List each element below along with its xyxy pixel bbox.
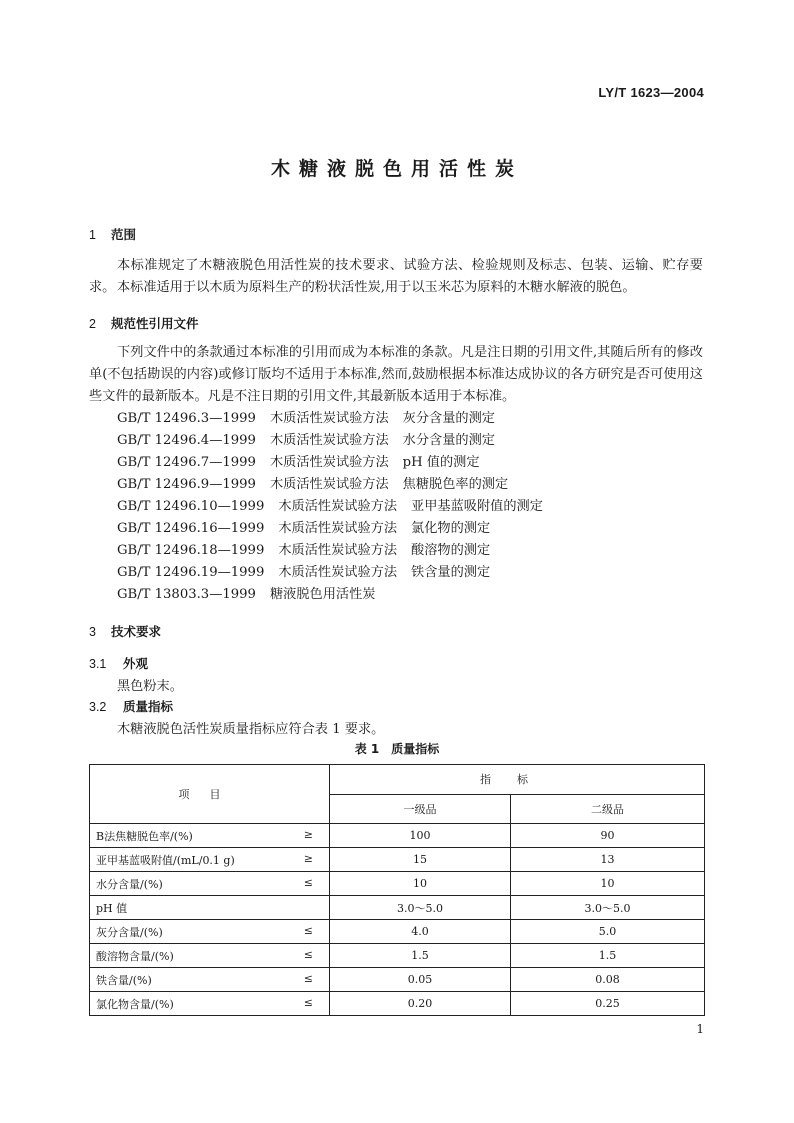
grade-2-value: 10	[511, 872, 705, 896]
table-caption-label: 表 1	[354, 742, 380, 756]
comparison-symbol: ≥	[303, 828, 313, 841]
indicator-column-header: 指标	[330, 765, 705, 795]
reference-list	[117, 408, 543, 606]
reference-test: 铁含量的测定	[411, 565, 491, 580]
item-name: 氯化物含量/(%)	[96, 997, 174, 1011]
grade-1-value: 15	[330, 848, 511, 872]
subsection-title: 质量指标	[123, 699, 174, 714]
reference-item	[117, 474, 543, 496]
table-row	[90, 968, 705, 992]
table-row	[90, 896, 705, 920]
grade-1-value: 3.0～5.0	[330, 896, 511, 920]
reference-item	[117, 452, 543, 474]
reference-code: GB/T 12496.16—1999	[117, 521, 265, 536]
reference-item	[117, 408, 543, 430]
comparison-symbol: ≤	[303, 972, 313, 985]
section-2-heading	[89, 314, 199, 332]
reference-test: pH 值的测定	[402, 455, 480, 470]
reference-test: 氯化物的测定	[411, 521, 491, 536]
grade-2-value: 13	[511, 848, 705, 872]
document-title: 木糖液脱色用活性炭	[270, 158, 523, 180]
reference-method: 木质活性炭试验方法	[269, 411, 389, 426]
reference-item	[117, 584, 543, 606]
reference-code: GB/T 12496.3—1999	[117, 411, 256, 426]
grade-1-value: 4.0	[330, 920, 511, 944]
references-intro: 下列文件中的条款通过本标准的引用而成为本标准的条款。凡是注日期的引用文件,其随后所有的修改单(不包括勘误的内容)或修订版均不适用于本标准,然而,鼓励根据本标准达成协议的各方研究是否可使用这些文件的最新版本。凡是不注日期的引用文件,其最新版本适用于本标准。	[89, 345, 703, 404]
page-number: 1	[696, 1022, 704, 1036]
grade-2-value: 0.25	[511, 992, 705, 1016]
section-title: 技术要求	[111, 624, 162, 639]
table-row	[90, 992, 705, 1016]
reference-code: GB/T 12496.7—1999	[117, 455, 256, 470]
subsection-number: 3.1	[89, 657, 107, 671]
reference-method: 木质活性炭试验方法	[278, 499, 398, 514]
grade-2-header: 二级品	[511, 794, 705, 824]
reference-item	[117, 562, 543, 584]
table-row	[90, 944, 705, 968]
reference-method: 木质活性炭试验方法	[269, 455, 389, 470]
grade-2-value: 90	[511, 824, 705, 848]
reference-code: GB/T 12496.19—1999	[117, 565, 265, 580]
reference-code: GB/T 12496.9—1999	[117, 477, 256, 492]
reference-code: GB/T 13803.3—1999	[117, 587, 256, 602]
reference-method: 木质活性炭试验方法	[278, 543, 398, 558]
reference-test: 焦糖脱色率的测定	[402, 477, 509, 492]
grade-1-value: 1.5	[330, 944, 511, 968]
grade-2-value: 0.08	[511, 968, 705, 992]
table-row	[90, 824, 705, 848]
item-name: 亚甲基蓝吸附值/(mL/0.1 g)	[96, 853, 235, 867]
section-number: 2	[89, 317, 96, 331]
item-cell	[90, 872, 330, 896]
comparison-symbol: ≤	[303, 924, 313, 937]
reference-code: GB/T 12496.18—1999	[117, 543, 265, 558]
item-name: 水分含量/(%)	[96, 877, 163, 891]
item-name: B法焦糖脱色率/(%)	[96, 829, 193, 843]
reference-test: 亚甲基蓝吸附值的测定	[411, 499, 543, 514]
item-name: 灰分含量/(%)	[96, 925, 163, 939]
item-cell	[90, 968, 330, 992]
reference-method: 木质活性炭试验方法	[278, 521, 398, 536]
grade-2-value: 1.5	[511, 944, 705, 968]
grade-2-value: 3.0～5.0	[511, 896, 705, 920]
comparison-symbol: ≥	[303, 852, 313, 865]
table-row	[90, 872, 705, 896]
grade-1-value: 0.20	[330, 992, 511, 1016]
subsection-number: 3.2	[89, 700, 107, 714]
reference-code: GB/T 12496.10—1999	[117, 499, 265, 514]
grade-1-value: 100	[330, 824, 511, 848]
section-number: 1	[89, 228, 96, 242]
subsection-3-2-heading	[89, 697, 173, 715]
item-name: 铁含量/(%)	[96, 973, 152, 987]
section-number: 3	[89, 625, 96, 639]
reference-item	[117, 496, 543, 518]
reference-method: 木质活性炭试验方法	[278, 565, 398, 580]
section-title: 规范性引用文件	[111, 316, 199, 331]
reference-code: GB/T 12496.4—1999	[117, 433, 256, 448]
grade-2-value: 5.0	[511, 920, 705, 944]
subsection-3-1-heading	[89, 654, 148, 672]
item-cell	[90, 848, 330, 872]
item-cell	[90, 824, 330, 848]
reference-item	[117, 518, 543, 540]
reference-item	[117, 430, 543, 452]
item-name: 酸溶物含量/(%)	[96, 949, 174, 963]
reference-method: 木质活性炭试验方法	[269, 477, 389, 492]
quality-text: 木糖液脱色活性炭质量指标应符合表 1 要求。	[117, 722, 385, 737]
item-cell	[90, 896, 330, 920]
reference-method: 糖液脱色用活性炭	[269, 587, 376, 602]
appearance-text: 黑色粉末。	[117, 679, 183, 694]
comparison-symbol: ≤	[303, 948, 313, 961]
grade-1-value: 0.05	[330, 968, 511, 992]
reference-method: 木质活性炭试验方法	[269, 433, 389, 448]
table-row	[90, 848, 705, 872]
comparison-symbol: ≤	[303, 876, 313, 889]
scope-paragraph-2: 本标准适用于以木质为原料生产的粉状活性炭,用于以玉米芯为原料的木糖水解液的脱色。	[117, 280, 636, 295]
comparison-symbol: ≤	[303, 996, 313, 1009]
item-cell	[90, 944, 330, 968]
item-cell	[90, 992, 330, 1016]
section-title: 范围	[111, 227, 137, 242]
item-name: pH 值	[96, 901, 128, 915]
section-3-heading	[89, 622, 161, 640]
reference-item	[117, 540, 543, 562]
table-caption-title: 质量指标	[391, 742, 440, 756]
subsection-title: 外观	[123, 656, 149, 671]
grade-1-value: 10	[330, 872, 511, 896]
grade-1-header: 一级品	[330, 794, 511, 824]
standard-number: LY/T 1623—2004	[598, 85, 704, 100]
scope-paragraph-1: 本标准规定了木糖液脱色用活性炭的技术要求、试验方法、检验规则及标志、包装、运输、贮存要求。	[89, 258, 703, 295]
section-1-heading	[89, 225, 136, 243]
item-cell	[90, 920, 330, 944]
reference-test: 水分含量的测定	[402, 433, 495, 448]
table-row	[90, 920, 705, 944]
item-column-header: 项目	[90, 765, 330, 824]
table-caption	[0, 740, 794, 757]
reference-test: 灰分含量的测定	[402, 411, 495, 426]
quality-table	[89, 764, 705, 1016]
reference-test: 酸溶物的测定	[411, 543, 491, 558]
